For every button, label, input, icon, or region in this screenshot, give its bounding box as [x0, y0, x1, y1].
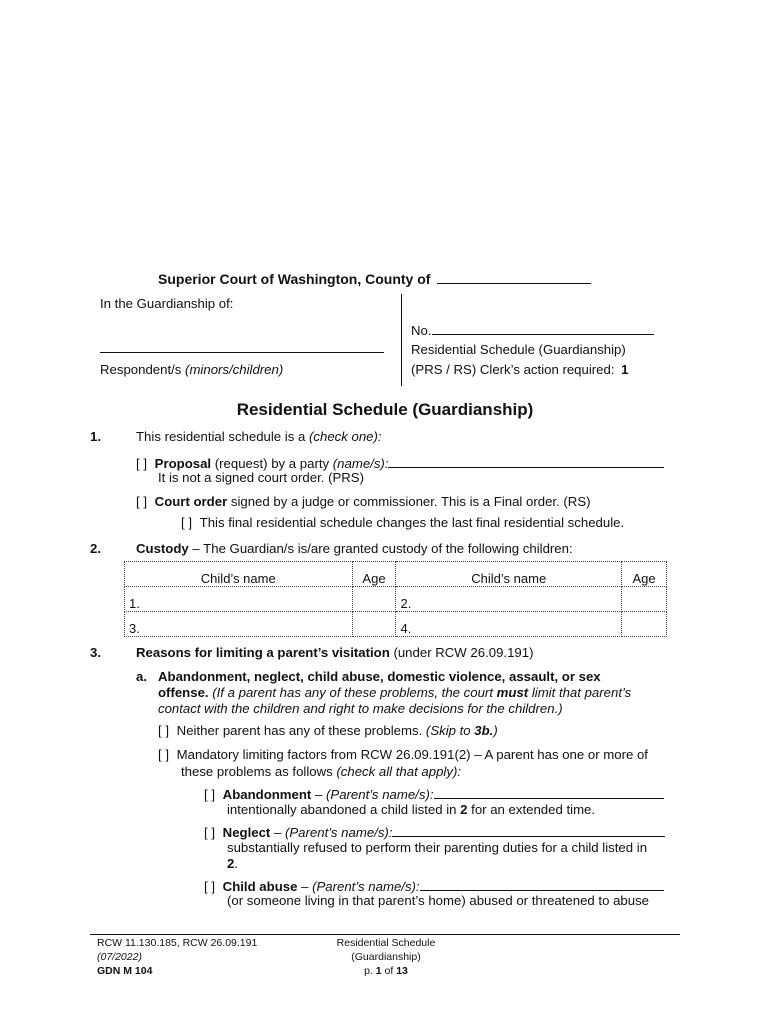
age-cell[interactable]	[622, 612, 667, 637]
age-cell[interactable]	[622, 587, 667, 612]
footer-form-number: GDN M 104	[97, 965, 153, 977]
section-1-intro: This residential schedule is a (check one):	[136, 429, 382, 444]
section-3-number: 3.	[90, 645, 101, 660]
age-cell[interactable]	[352, 587, 396, 612]
neglect-checkbox[interactable]: [ ]	[204, 825, 215, 840]
proposal-option: [ ] Proposal (request) by a party (name/s):	[136, 454, 664, 471]
mandatory-factors-option: [ ] Mandatory limiting factors from RCW 26.09.191(2) – A parent has one or more of	[158, 747, 648, 762]
section-2-heading: Custody – The Guardian/s is/are granted custody of the following children:	[136, 541, 573, 556]
neglect-text: substantially refused to perform their parenting duties for a child listed in	[227, 840, 648, 855]
neglect-text-2: 2.	[227, 856, 239, 871]
child-name-header: Child’s name	[125, 562, 353, 587]
abandonment-text: intentionally abandoned a child listed in 2 for an extended time.	[227, 802, 596, 817]
court-heading	[158, 270, 591, 287]
child-abuse-name-blank[interactable]	[420, 877, 664, 891]
changes-checkbox[interactable]: [ ]	[181, 515, 192, 530]
child-name-header: Child’s name	[396, 562, 622, 587]
subsection-a-heading: Abandonment, neglect, child abuse, domestic violence, assault, or sex	[158, 669, 601, 684]
court-order-checkbox[interactable]: [ ]	[136, 494, 147, 509]
neither-parent-option: [ ] Neither parent has any of these problems. (Skip to 3b.)	[158, 723, 498, 738]
neglect-name-blank[interactable]	[392, 823, 665, 837]
caption-divider	[401, 294, 402, 386]
age-cell[interactable]	[352, 612, 396, 637]
guardianship-of-label: In the Guardianship of:	[100, 296, 234, 311]
section-3-heading: Reasons for limiting a parent’s visitation (under RCW 26.09.191)	[136, 645, 534, 660]
children-table	[124, 561, 667, 637]
neglect-option: [ ] Neglect – (Parent’s name/s):	[204, 823, 665, 840]
table-row	[125, 587, 667, 612]
abandonment-checkbox[interactable]: [ ]	[204, 787, 215, 802]
abandonment-option: [ ] Abandonment – (Parent’s name/s):	[204, 785, 664, 802]
subsection-a-heading-2: offense. (If a parent has any of these problems, the court must limit that parent’s	[158, 685, 632, 700]
respondent-label: Respondent/s (minors/children)	[100, 362, 284, 377]
case-number: No.	[411, 321, 654, 338]
changes-last-schedule-option: [ ] This final residential schedule changes the last final residential schedule.	[181, 515, 625, 530]
child-abuse-checkbox[interactable]: [ ]	[204, 879, 215, 894]
age-header: Age	[622, 562, 667, 587]
child-abuse-text: (or someone living in that parent’s home) abused or threatened to abuse	[227, 893, 650, 908]
child-name-cell[interactable]: 1.	[125, 587, 353, 612]
footer-title-2: (Guardianship)	[351, 951, 421, 963]
footer-date: (07/2022)	[97, 951, 142, 963]
age-header: Age	[352, 562, 396, 587]
child-name-cell[interactable]: 2.	[396, 587, 622, 612]
neither-parent-checkbox[interactable]: [ ]	[158, 723, 169, 738]
subsection-a-label: a.	[136, 669, 147, 684]
footer-divider	[90, 934, 680, 935]
page-title: Residential Schedule (Guardianship)	[236, 400, 534, 419]
proposal-checkbox[interactable]: [ ]	[136, 456, 147, 471]
document-type: Residential Schedule (Guardianship)	[411, 342, 626, 357]
clerk-action: (PRS / RS) Clerk’s action required: 1	[411, 362, 629, 377]
abandonment-name-blank[interactable]	[434, 785, 664, 799]
child-name-cell[interactable]: 4.	[396, 612, 622, 637]
proposal-note: It is not a signed court order. (PRS)	[158, 470, 364, 485]
court-name: Superior Court of Washington, County of	[158, 271, 431, 287]
footer-rcw: RCW 11.130.185, RCW 26.09.191	[97, 937, 258, 949]
case-number-blank[interactable]	[432, 321, 654, 335]
footer-title: Residential Schedule	[336, 937, 436, 949]
court-order-option: [ ] Court order signed by a judge or commissioner. This is a Final order. (RS)	[136, 494, 591, 509]
table-row	[125, 612, 667, 637]
section-2-number: 2.	[90, 541, 101, 556]
county-blank[interactable]	[437, 270, 591, 284]
mandatory-factors-checkbox[interactable]: [ ]	[158, 747, 169, 762]
section-1-number: 1.	[90, 429, 101, 444]
subsection-a-note: contact with the children and right to make decisions for the children.)	[158, 701, 563, 716]
respondent-name-line[interactable]	[100, 352, 384, 353]
children-table-header	[125, 562, 667, 587]
proposal-party-blank[interactable]	[388, 454, 664, 468]
child-abuse-option: [ ] Child abuse – (Parent’s name/s):	[204, 877, 664, 894]
mandatory-factors-line-2: these problems as follows (check all that apply):	[181, 764, 462, 779]
footer-page-number: p. 1 of 13	[364, 965, 408, 977]
child-name-cell[interactable]: 3.	[125, 612, 353, 637]
